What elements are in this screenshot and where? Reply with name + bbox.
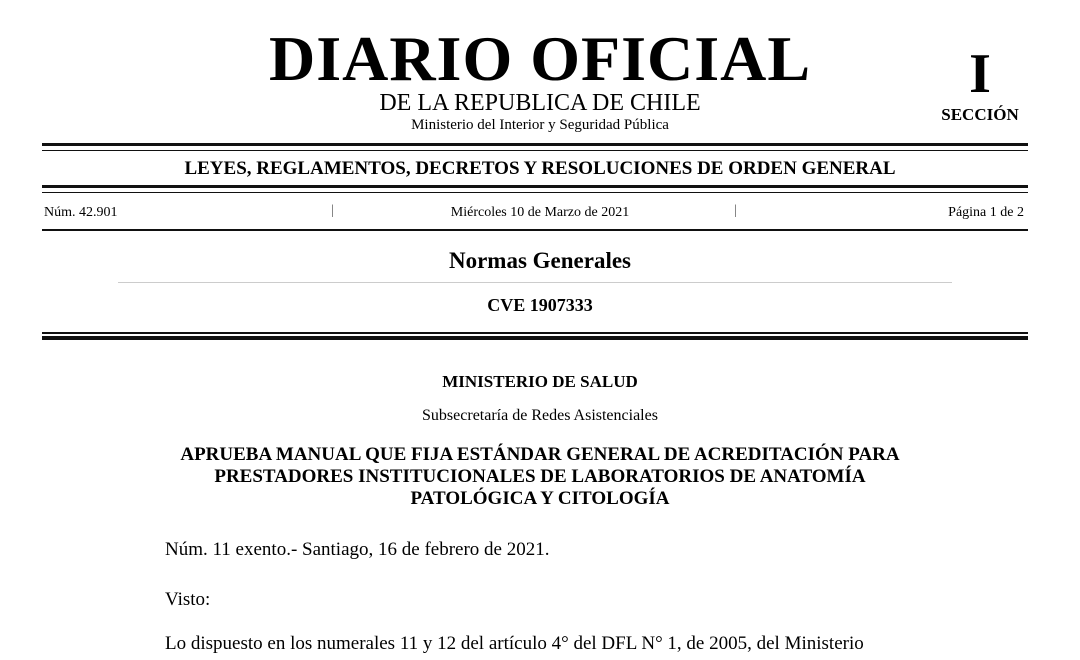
divider [42,150,1028,151]
body-paragraph: Lo dispuesto en los numerales 11 y 12 del artículo 4° del DFL N° 1, de 2005, del Ministerio [165,633,864,654]
subsecretaria: Subsecretaría de Redes Asistenciales [422,407,658,424]
page-indicator: Página 1 de 2 [948,205,1024,220]
issue-number: Núm. 42.901 [44,205,118,220]
masthead-title: DIARIO OFICIAL [268,23,812,94]
title-line: PATOLÓGICA Y CITOLOGÍA [410,488,670,509]
divider [42,332,1028,334]
cve-code: CVE 1907333 [487,295,593,315]
decree-line: Núm. 11 exento.- Santiago, 16 de febrero de 2021. [165,539,550,560]
section-label: SECCIÓN [941,105,1019,124]
section-banner: LEYES, REGLAMENTOS, DECRETOS Y RESOLUCIONES DE ORDEN GENERAL [184,158,896,179]
title-line: APRUEBA MANUAL QUE FIJA ESTÁNDAR GENERAL DE ACREDITACIÓN PARA [180,444,900,465]
title-line: PRESTADORES INSTITUCIONALES DE LABORATORIOS DE ANATOMÍA [214,466,866,487]
category-heading: Normas Generales [448,248,632,273]
ministry-heading: MINISTERIO DE SALUD [442,372,638,391]
visto-label: Visto: [165,589,211,610]
divider [118,282,952,283]
divider [42,229,1028,231]
section-number: I [969,43,991,105]
divider [42,143,1028,146]
masthead-ministry: Ministerio del Interior y Seguridad Pública [411,117,669,133]
issue-date: Miércoles 10 de Marzo de 2021 [450,205,630,220]
divider [42,185,1028,188]
separator: | [331,203,334,218]
masthead-subtitle: DE LA REPUBLICA DE CHILE [379,90,701,116]
divider [42,192,1028,193]
document-title [0,444,1080,510]
separator: | [734,203,737,218]
divider [42,336,1028,340]
